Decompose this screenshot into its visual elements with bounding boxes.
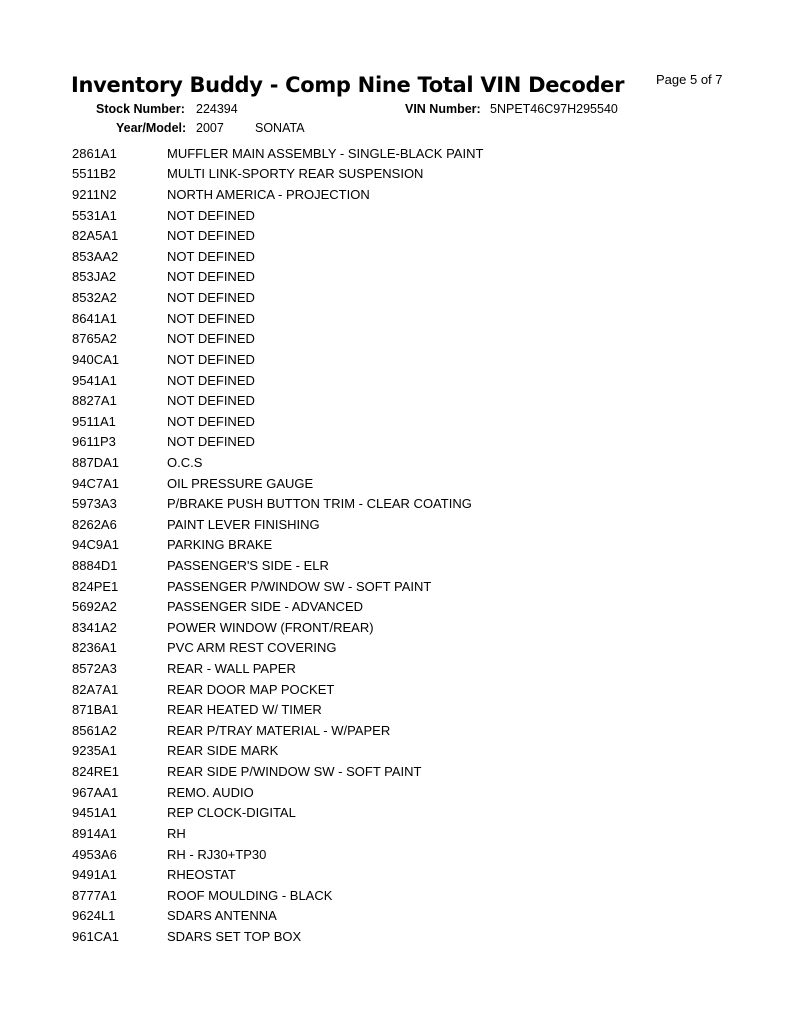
part-code: 8262A6 xyxy=(72,516,117,532)
part-code: 9541A1 xyxy=(72,372,117,388)
part-code: 824RE1 xyxy=(72,764,119,780)
part-row xyxy=(72,164,483,185)
part-code: 5692A2 xyxy=(72,599,117,615)
part-code: 8572A3 xyxy=(72,661,117,677)
part-row xyxy=(72,864,483,885)
part-description: NOT DEFINED xyxy=(167,228,255,244)
part-row xyxy=(72,906,483,927)
part-code: 82A7A1 xyxy=(72,681,119,697)
part-row xyxy=(72,411,483,432)
part-row xyxy=(72,225,483,246)
part-code: 9235A1 xyxy=(72,743,117,759)
part-row xyxy=(72,184,483,205)
part-row xyxy=(72,658,483,679)
part-row xyxy=(72,473,483,494)
part-row xyxy=(72,741,483,762)
part-code: 5973A3 xyxy=(72,496,117,512)
part-code: 94C9A1 xyxy=(72,537,119,553)
part-row xyxy=(72,699,483,720)
part-row xyxy=(72,493,483,514)
stock-number-value: 224394 xyxy=(196,102,238,116)
part-description: REAR - WALL PAPER xyxy=(167,661,296,677)
part-row xyxy=(72,535,483,556)
part-description: NOT DEFINED xyxy=(167,269,255,285)
part-code: 2861A1 xyxy=(72,145,117,161)
part-code: 9611P3 xyxy=(72,434,116,450)
part-row xyxy=(72,596,483,617)
page-number: Page 5 of 7 xyxy=(656,72,723,87)
year-model-label: Year/Model: xyxy=(116,121,187,135)
part-description: NOT DEFINED xyxy=(167,372,255,388)
part-row xyxy=(72,885,483,906)
part-description: NOT DEFINED xyxy=(167,434,255,450)
part-description: SDARS SET TOP BOX xyxy=(167,928,302,944)
part-description: NOT DEFINED xyxy=(167,248,255,264)
part-row xyxy=(72,390,483,411)
part-description: REAR HEATED W/ TIMER xyxy=(167,702,322,718)
part-code: 5511B2 xyxy=(72,166,116,182)
vin-number-label: VIN Number: xyxy=(405,102,481,116)
part-description: POWER WINDOW (FRONT/REAR) xyxy=(167,619,374,635)
part-code: 8236A1 xyxy=(72,640,117,656)
part-code: 8532A2 xyxy=(72,290,117,306)
part-row xyxy=(72,370,483,391)
part-code: 887DA1 xyxy=(72,454,119,470)
part-description: RH - RJ30+TP30 xyxy=(167,846,267,862)
part-code: 824PE1 xyxy=(72,578,119,594)
vin-number-value: 5NPET46C97H295540 xyxy=(490,102,618,116)
part-code: 8561A2 xyxy=(72,722,117,738)
part-row xyxy=(72,782,483,803)
part-row xyxy=(72,926,483,947)
part-description: PAINT LEVER FINISHING xyxy=(167,516,320,532)
part-code: 8765A2 xyxy=(72,331,117,347)
part-row xyxy=(72,761,483,782)
part-row xyxy=(72,617,483,638)
part-row xyxy=(72,576,483,597)
part-description: P/BRAKE PUSH BUTTON TRIM - CLEAR COATING xyxy=(167,496,472,512)
page-title: Inventory Buddy - Comp Nine Total VIN Decoder xyxy=(71,73,625,97)
part-code: 8341A2 xyxy=(72,619,117,635)
part-description: PASSENGER P/WINDOW SW - SOFT PAINT xyxy=(167,578,432,594)
part-description: REAR SIDE P/WINDOW SW - SOFT PAINT xyxy=(167,764,422,780)
part-row xyxy=(72,205,483,226)
part-code: 8827A1 xyxy=(72,393,117,409)
part-code: 871BA1 xyxy=(72,702,119,718)
part-code: 853JA2 xyxy=(72,269,117,285)
part-row xyxy=(72,638,483,659)
year-value: 2007 xyxy=(196,121,224,135)
part-code: 8641A1 xyxy=(72,310,117,326)
part-row xyxy=(72,287,483,308)
part-row xyxy=(72,514,483,535)
part-description: PASSENGER SIDE - ADVANCED xyxy=(167,599,364,615)
part-description: RHEOSTAT xyxy=(167,867,236,883)
part-row xyxy=(72,555,483,576)
part-description: REP CLOCK-DIGITAL xyxy=(167,805,296,821)
part-row xyxy=(72,246,483,267)
part-description: RH xyxy=(167,825,186,841)
part-row xyxy=(72,267,483,288)
part-description: NOT DEFINED xyxy=(167,413,255,429)
part-code: 9451A1 xyxy=(72,805,117,821)
model-value: SONATA xyxy=(255,121,305,135)
part-description: SDARS ANTENNA xyxy=(167,908,277,924)
part-row xyxy=(72,452,483,473)
part-code: 853AA2 xyxy=(72,248,119,264)
part-code: 9211N2 xyxy=(72,187,117,203)
stock-number-label: Stock Number: xyxy=(96,102,185,116)
part-description: PARKING BRAKE xyxy=(167,537,273,553)
part-description: OIL PRESSURE GAUGE xyxy=(167,475,314,491)
part-description: MUFFLER MAIN ASSEMBLY - SINGLE-BLACK PAINT xyxy=(167,145,484,161)
part-code: 94C7A1 xyxy=(72,475,119,491)
part-row xyxy=(72,143,483,164)
part-description: PVC ARM REST COVERING xyxy=(167,640,337,656)
part-description: NOT DEFINED xyxy=(167,351,255,367)
part-description: ROOF MOULDING - BLACK xyxy=(167,887,333,903)
part-row xyxy=(72,328,483,349)
part-description: NOT DEFINED xyxy=(167,207,255,223)
part-code: 967AA1 xyxy=(72,784,119,800)
part-description: MULTI LINK-SPORTY REAR SUSPENSION xyxy=(167,166,424,182)
part-row xyxy=(72,308,483,329)
part-code: 9624L1 xyxy=(72,908,116,924)
part-description: NOT DEFINED xyxy=(167,290,255,306)
part-row xyxy=(72,349,483,370)
parts-list xyxy=(72,143,483,947)
part-description: NORTH AMERICA - PROJECTION xyxy=(167,187,370,203)
part-code: 9511A1 xyxy=(72,413,116,429)
part-code: 961CA1 xyxy=(72,928,119,944)
part-description: REAR P/TRAY MATERIAL - W/PAPER xyxy=(167,722,391,738)
part-code: 8884D1 xyxy=(72,557,118,573)
part-code: 8914A1 xyxy=(72,825,117,841)
part-description: REAR SIDE MARK xyxy=(167,743,279,759)
part-description: NOT DEFINED xyxy=(167,310,255,326)
part-row xyxy=(72,803,483,824)
part-row xyxy=(72,679,483,700)
part-code: 9491A1 xyxy=(72,867,117,883)
part-code: 8777A1 xyxy=(72,887,117,903)
part-row xyxy=(72,823,483,844)
part-row xyxy=(72,720,483,741)
part-description: NOT DEFINED xyxy=(167,331,255,347)
part-description: PASSENGER'S SIDE - ELR xyxy=(167,557,329,573)
part-description: NOT DEFINED xyxy=(167,393,255,409)
part-description: REAR DOOR MAP POCKET xyxy=(167,681,335,697)
part-row xyxy=(72,844,483,865)
part-code: 4953A6 xyxy=(72,846,117,862)
part-description: REMO. AUDIO xyxy=(167,784,254,800)
part-description: O.C.S xyxy=(167,454,203,470)
part-row xyxy=(72,432,483,453)
part-code: 5531A1 xyxy=(72,207,117,223)
part-code: 82A5A1 xyxy=(72,228,119,244)
part-code: 940CA1 xyxy=(72,351,119,367)
